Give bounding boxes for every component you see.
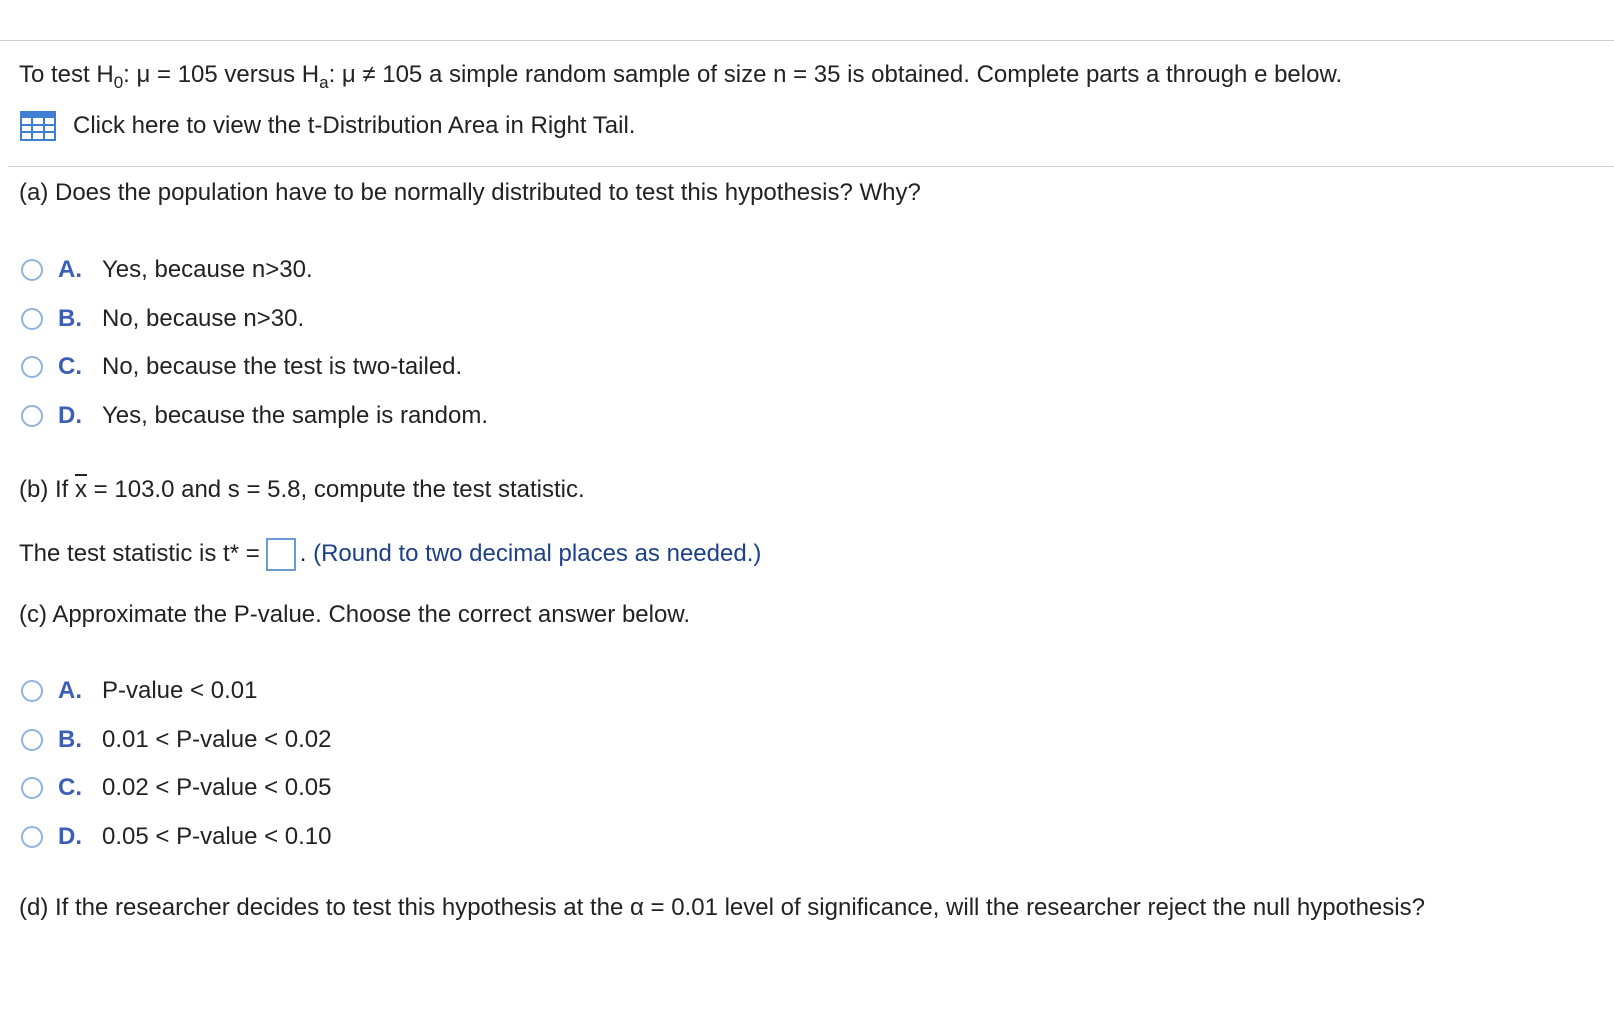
part-c-choice-c[interactable] (21, 773, 332, 803)
intro-text-3: : μ ≠ 105 a simple random sample of size n = 35 is obtained. Complete parts a through e below. (328, 61, 1343, 88)
choice-text: Yes, because the sample is random. (102, 402, 489, 429)
part-a-choice-d[interactable] (21, 401, 488, 431)
choice-text: No, because n>30. (102, 305, 305, 332)
choice-letter: B. (58, 305, 82, 332)
radio-button[interactable] (21, 680, 43, 702)
choice-letter: A. (58, 677, 82, 704)
radio-button[interactable] (21, 308, 43, 330)
test-statistic-input[interactable] (266, 538, 296, 571)
section-divider (8, 166, 1614, 167)
intro-text-1: To test H (19, 61, 114, 88)
part-a-choice-a[interactable] (21, 255, 313, 285)
part-c-choice-a[interactable] (21, 676, 257, 706)
answer-period: . (299, 539, 307, 567)
problem-intro (19, 61, 1343, 92)
choice-text: P-value < 0.01 (102, 677, 258, 704)
part-a-choice-b[interactable] (21, 304, 304, 334)
h0-subscript: 0 (113, 73, 124, 92)
part-b-question-suffix: = 103.0 and s = 5.8, compute the test statistic. (87, 476, 585, 503)
choice-letter: D. (58, 823, 82, 850)
ha-subscript: a (319, 73, 329, 92)
part-b-answer-row (19, 538, 761, 571)
top-divider (0, 40, 1614, 41)
choice-text: Yes, because n>30. (102, 256, 313, 283)
t-distribution-link[interactable] (20, 111, 635, 141)
radio-button[interactable] (21, 259, 43, 281)
part-a-choice-c[interactable] (21, 352, 462, 382)
part-c-choice-b[interactable] (21, 725, 332, 755)
part-d-question: (d) If the researcher decides to test this hypothesis at the α = 0.01 level of significance, will the researcher reject the null hypothesis? (19, 894, 1425, 921)
part-b-question (19, 476, 585, 504)
choice-letter: D. (58, 402, 82, 429)
radio-button[interactable] (21, 356, 43, 378)
choice-letter: A. (58, 256, 82, 283)
choice-letter: C. (58, 774, 82, 801)
radio-button[interactable] (21, 826, 43, 848)
choice-letter: B. (58, 726, 82, 753)
part-a-question: (a) Does the population have to be normally distributed to test this hypothesis? Why? (19, 179, 921, 206)
radio-button[interactable] (21, 405, 43, 427)
x-bar-symbol: $\overline{x}$ (75, 476, 88, 503)
choice-text: 0.02 < P-value < 0.05 (102, 774, 332, 801)
table-grid-icon (20, 111, 56, 141)
rounding-hint: (Round to two decimal places as needed.) (313, 539, 762, 567)
t-distribution-link-label[interactable]: Click here to view the t-Distribution Area in Right Tail. (73, 112, 636, 139)
part-c-question: (c) Approximate the P-value. Choose the correct answer below. (19, 601, 690, 628)
radio-button[interactable] (21, 729, 43, 751)
radio-button[interactable] (21, 777, 43, 799)
choice-text: No, because the test is two-tailed. (102, 353, 463, 380)
test-statistic-label: The test statistic is t* = (19, 539, 260, 567)
choice-text: 0.01 < P-value < 0.02 (102, 726, 332, 753)
intro-text-2: : μ = 105 versus H (123, 61, 320, 88)
part-c-choice-d[interactable] (21, 822, 332, 852)
part-b-question-prefix: (b) If (19, 476, 76, 503)
choice-text: 0.05 < P-value < 0.10 (102, 823, 332, 850)
choice-letter: C. (58, 353, 82, 380)
